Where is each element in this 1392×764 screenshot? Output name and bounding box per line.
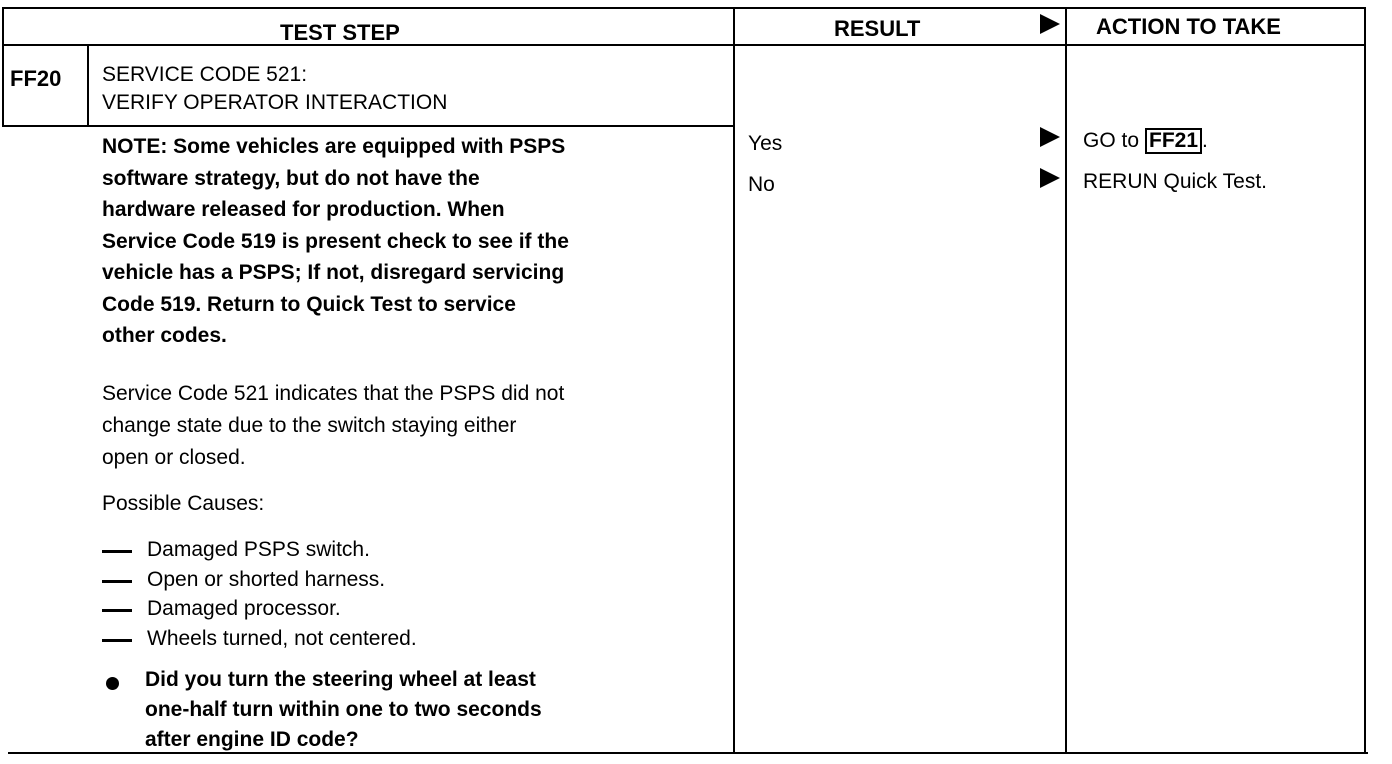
action-yes	[1083, 128, 1208, 154]
description-line: change state due to the switch staying either	[102, 414, 517, 437]
step-reference-ff21[interactable]: FF21	[1145, 128, 1202, 154]
test-step-header: TEST STEP	[280, 20, 400, 45]
header-bottom-rule	[2, 44, 1364, 46]
table-bottom-border	[8, 752, 1368, 754]
step-title-line-2: VERIFY OPERATOR INTERACTION	[102, 91, 448, 114]
question-line: one-half turn within one to two seconds	[145, 698, 542, 721]
cause-item: Wheels turned, not centered.	[147, 627, 417, 650]
result-header: RESULT	[834, 16, 921, 41]
description-paragraph	[102, 378, 722, 474]
result-yes-arrow-icon	[1040, 127, 1060, 147]
dash-icon	[102, 609, 132, 612]
note-line: Service Code 519 is present check to see if the	[102, 229, 569, 253]
question-line: Did you turn the steering wheel at least	[145, 668, 536, 691]
note-line: other codes.	[102, 324, 227, 347]
possible-causes-label: Possible Causes:	[102, 492, 265, 515]
dash-icon	[102, 639, 132, 642]
note-line: Code 519. Return to Quick Test to service	[102, 292, 516, 316]
cause-item: Damaged processor.	[147, 597, 341, 620]
result-action-divider	[1065, 7, 1067, 754]
result-no-arrow-icon	[1040, 168, 1060, 188]
step-title-line-1: SERVICE CODE 521:	[102, 63, 308, 86]
description-line: Service Code 521 indicates that the PSPS did not	[102, 382, 565, 405]
question-line: after engine ID code?	[145, 728, 359, 751]
table-top-border	[2, 7, 1364, 9]
action-yes-suffix: .	[1202, 129, 1208, 152]
action-no: RERUN Quick Test.	[1083, 170, 1267, 193]
header-arrow-icon	[1040, 14, 1060, 34]
note-line: hardware released for production. When	[102, 198, 505, 221]
note-paragraph	[102, 131, 722, 352]
step-id-divider	[87, 44, 89, 126]
result-yes: Yes	[748, 132, 783, 155]
test-step-result-divider	[733, 7, 735, 754]
result-no: No	[748, 173, 775, 196]
dash-icon	[102, 580, 132, 583]
action-yes-prefix: GO to	[1083, 129, 1140, 152]
note-line: NOTE: Some vehicles are equipped with PSPS	[102, 135, 566, 158]
step-title-bottom-rule	[2, 125, 735, 127]
note-line: vehicle has a PSPS; If not, disregard servicing	[102, 261, 565, 284]
step-id: FF20	[10, 66, 62, 91]
description-line: open or closed.	[102, 446, 246, 469]
cause-item: Open or shorted harness.	[147, 568, 386, 591]
action-header: ACTION TO TAKE	[1096, 14, 1281, 39]
bullet-icon	[106, 677, 119, 690]
table-right-border	[1364, 7, 1366, 752]
dash-icon	[102, 550, 132, 553]
cause-item: Damaged PSPS switch.	[147, 538, 370, 561]
table-left-border	[2, 7, 4, 125]
note-line: software strategy, but do not have the	[102, 166, 480, 190]
